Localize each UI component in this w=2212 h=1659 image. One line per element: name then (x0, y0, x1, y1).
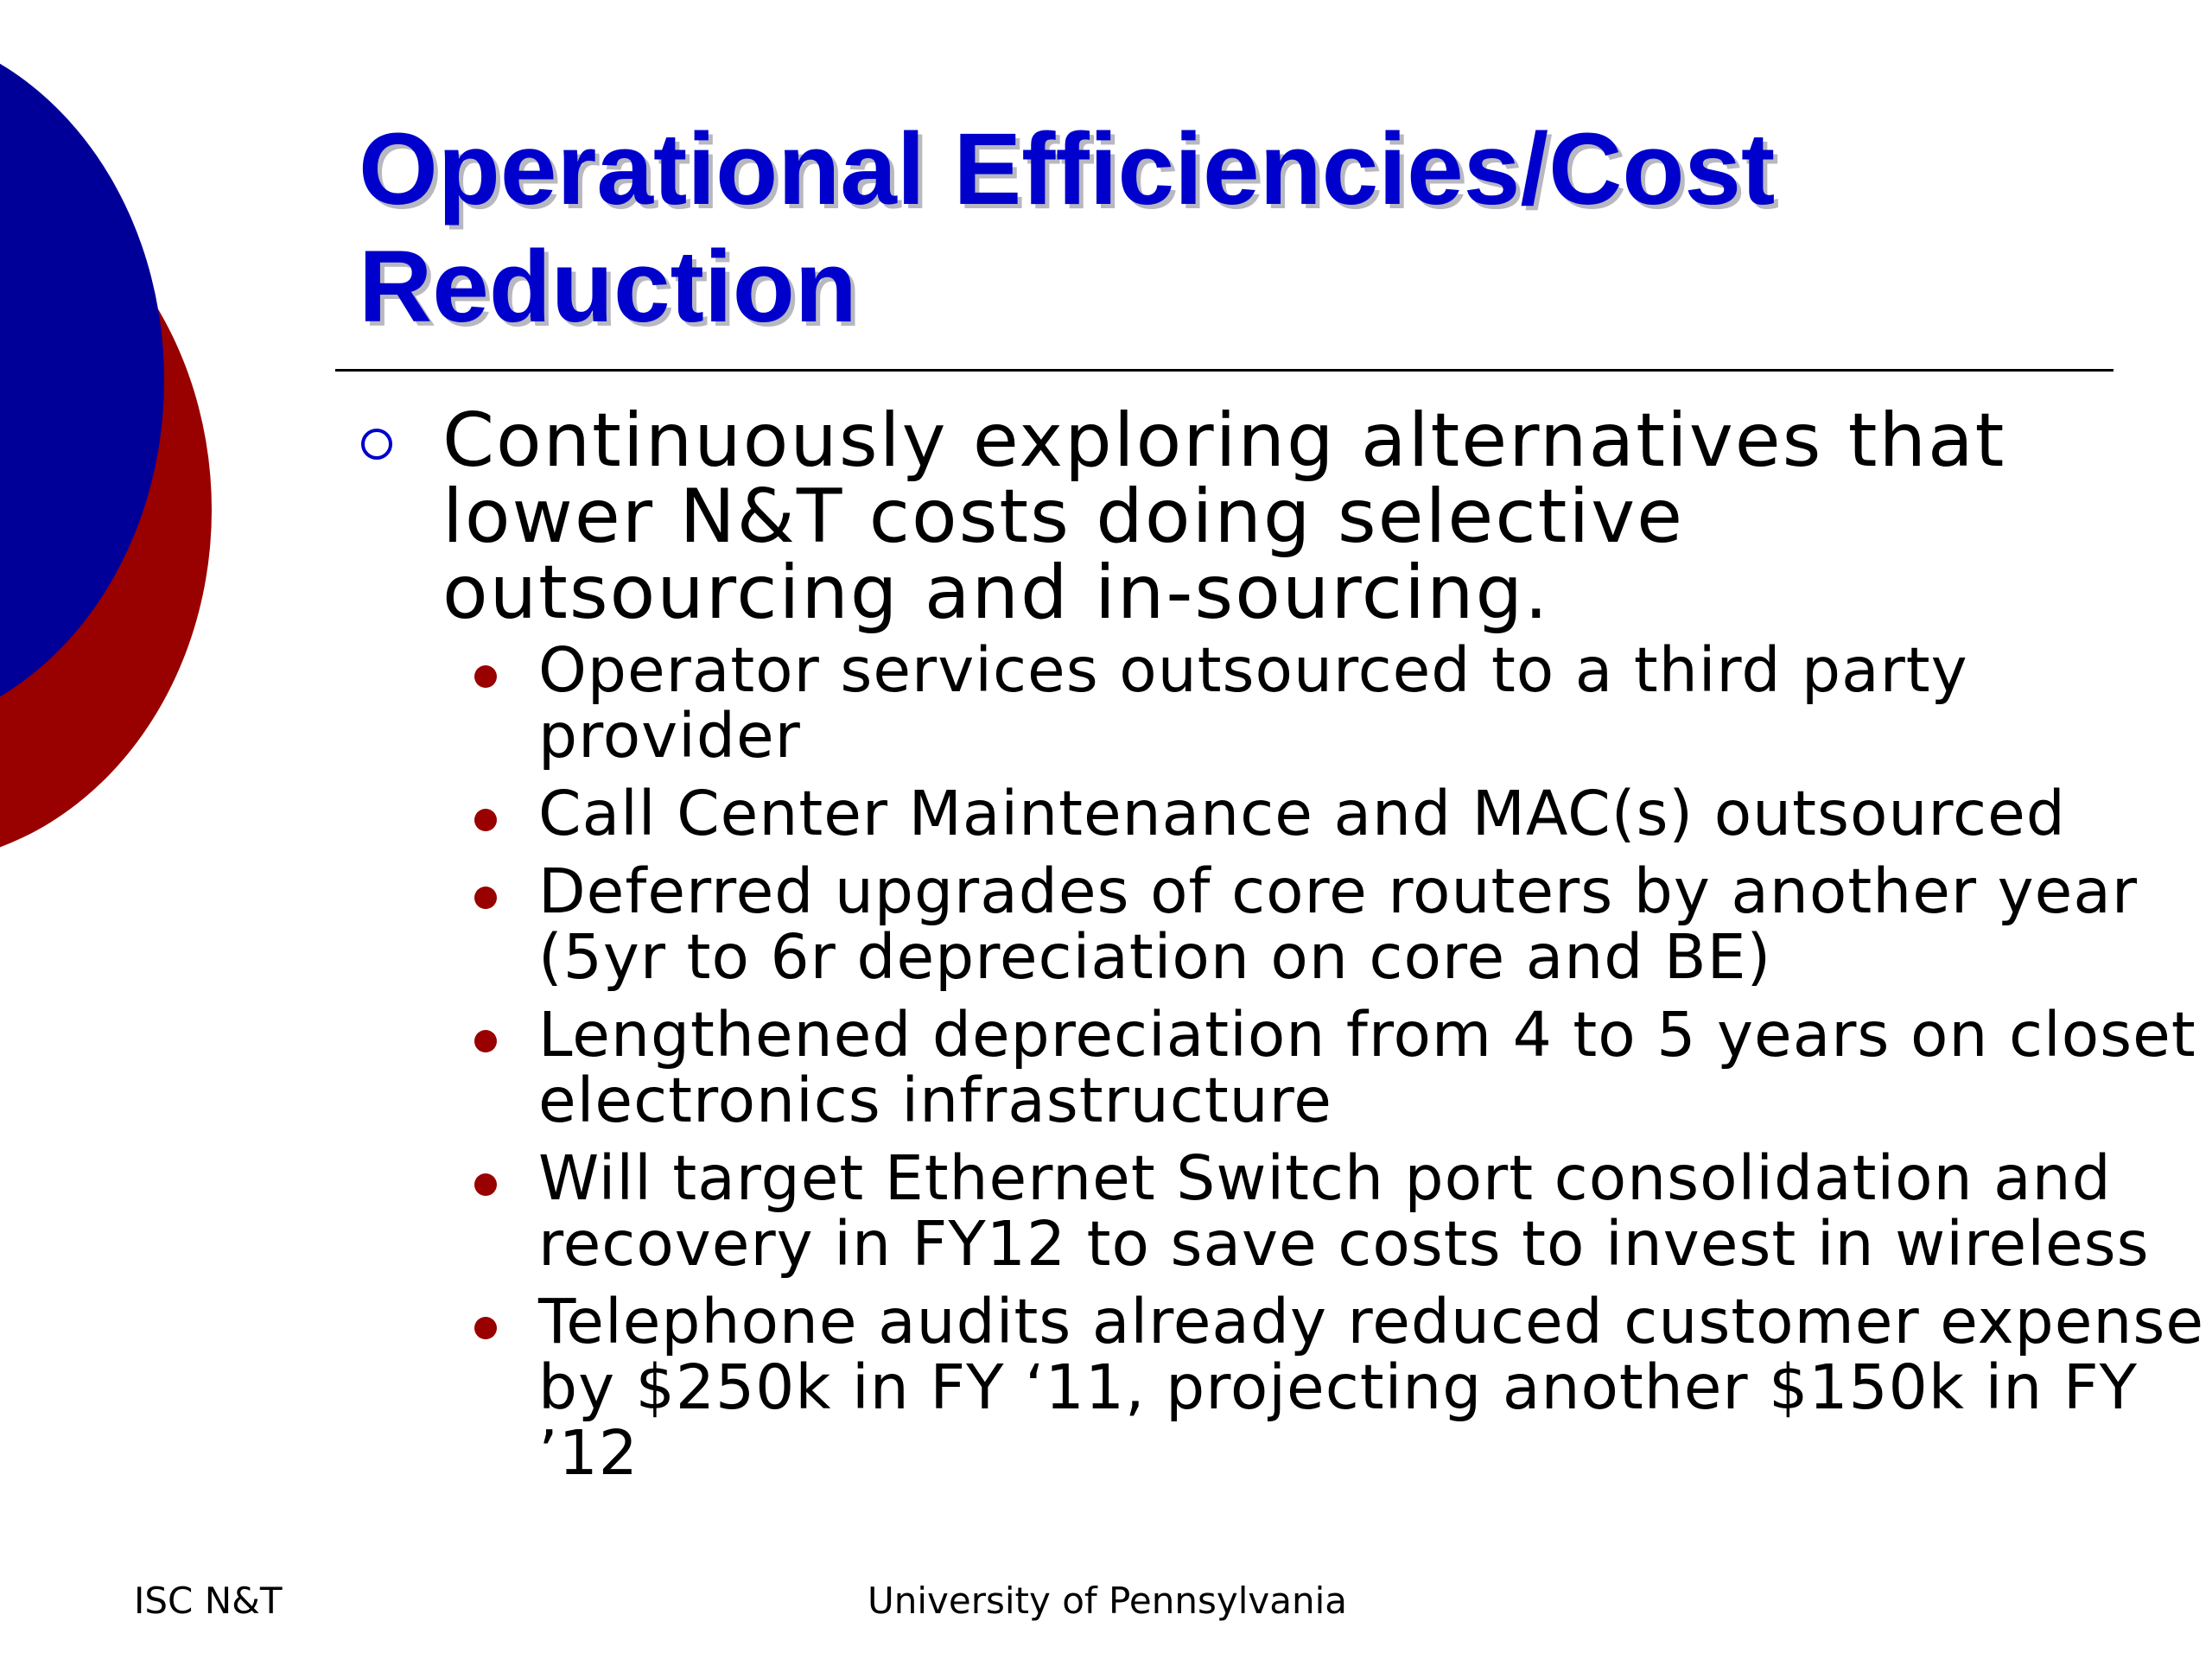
sub-bullet-text: Deferred upgrades of core routers by another year (5yr to 6r depreciation on core and BE) (538, 855, 2139, 993)
title-divider (335, 369, 2113, 372)
sub-bullet-text: Telephone audits already reduced customer expense by $250k in FY ‘11, projecting another $150k in FY ’12 (538, 1286, 2205, 1489)
sub-bullet-item (471, 778, 2212, 849)
red-dot-bullet-icon (474, 1173, 497, 1196)
title-line-2: Reduction (359, 230, 857, 344)
red-dot-bullet-icon (474, 887, 497, 909)
sub-bullet-text: Operator services outsourced to a third party provider (538, 634, 1968, 772)
sub-bullet-item (471, 1286, 2212, 1489)
sub-bullet-item (471, 999, 2212, 1136)
red-dot-bullet-icon (474, 1030, 497, 1052)
red-dot-bullet-icon (474, 665, 497, 688)
hollow-circle-bullet-icon (361, 429, 392, 460)
sub-bullet-item (471, 1142, 2212, 1280)
title-line-1: Operational Efficiencies/Cost (359, 112, 1776, 226)
main-bullet (356, 397, 2153, 636)
sub-bullet-text: Lengthened depreciation from 4 to 5 years on closet electronics infrastructure (538, 999, 2196, 1136)
red-dot-bullet-icon (474, 1317, 497, 1339)
red-dot-bullet-icon (474, 809, 497, 831)
sub-bullet-item (471, 855, 2212, 993)
slide-title (359, 111, 2087, 346)
sub-bullet-item (471, 634, 2212, 772)
sub-bullet-text: Call Center Maintenance and MAC(s) outsourced (538, 778, 2066, 849)
sub-bullet-text: Will target Ethernet Switch port consolidation and recovery in FY12 to save costs to invest in wireless (538, 1142, 2150, 1280)
sub-bullet-list (471, 634, 2212, 1498)
footer-university: University of Pennsylvania (868, 1580, 1347, 1622)
main-bullet-text: Continuously exploring alternatives that lower N&T costs doing selective outsourcing and in-sourcing. (442, 397, 2006, 636)
footer-organization: ISC N&T (134, 1580, 283, 1622)
